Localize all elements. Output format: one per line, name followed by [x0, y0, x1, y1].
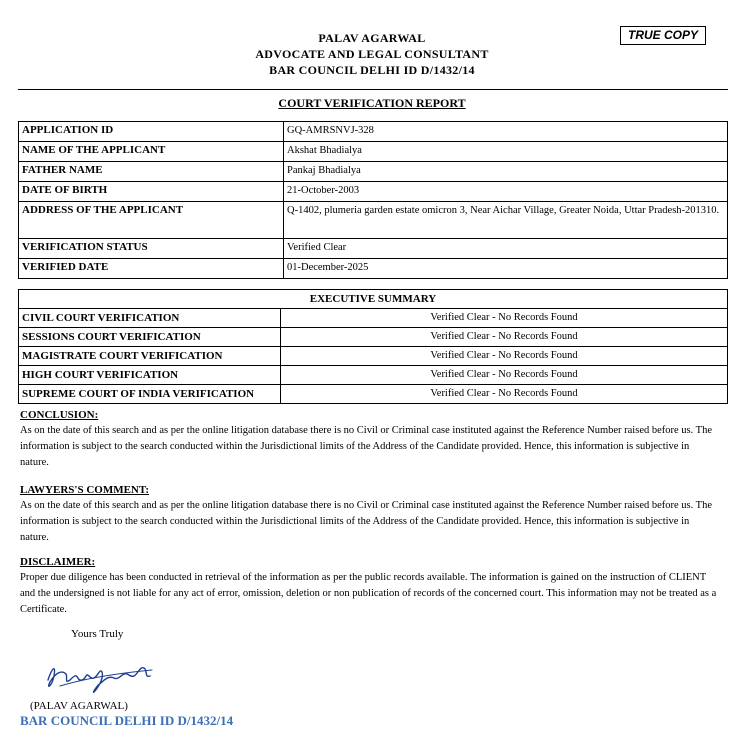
conclusion-heading: CONCLUSION: — [20, 409, 99, 421]
disclaimer-heading: DISCLAIMER: — [20, 556, 96, 568]
bar-council-id: BAR COUNCIL DELHI ID D/1432/14 — [269, 63, 475, 77]
table-row — [19, 259, 728, 279]
table-row — [19, 309, 728, 328]
row-value: Verified Clear — [284, 239, 728, 259]
court-status: Verified Clear - No Records Found — [281, 385, 728, 404]
executive-summary-table — [18, 289, 728, 404]
report-title: COURT VERIFICATION REPORT — [278, 96, 466, 110]
advocate-name: PALAV AGARWAL — [318, 31, 426, 45]
row-label: ADDRESS OF THE APPLICANT — [19, 202, 284, 239]
header-divider — [18, 89, 728, 90]
row-value: Pankaj Bhadialya — [284, 162, 728, 182]
executive-summary-title: EXECUTIVE SUMMARY — [19, 290, 728, 309]
court-label: CIVIL COURT VERIFICATION — [19, 309, 281, 328]
court-label: SUPREME COURT OF INDIA VERIFICATION — [19, 385, 281, 404]
signature-icon — [40, 650, 160, 698]
court-label: MAGISTRATE COURT VERIFICATION — [19, 347, 281, 366]
court-status: Verified Clear - No Records Found — [281, 347, 728, 366]
disclaimer-section — [20, 554, 720, 618]
table-row — [19, 162, 728, 182]
footer-bar-council-id: BAR COUNCIL DELHI ID D/1432/14 — [20, 713, 234, 728]
table-row — [19, 182, 728, 202]
disclaimer-text: Proper due diligence has been conducted in retrieval of the information as per the public records available. The information is gained on the instruction of CLIENT and the undersigned is not liable for any act of error, omission, deletion or non publication of records of the concerned court. This information may not be treated as a Certificate. — [20, 572, 717, 615]
applicant-info-table — [18, 121, 728, 279]
row-label: VERIFICATION STATUS — [19, 239, 284, 259]
table-row — [19, 142, 728, 162]
row-label: APPLICATION ID — [19, 122, 284, 142]
lawyers-comment-text: As on the date of this search and as per the online litigation database there is no Civil or Criminal case instituted against the Reference Number raised before us. The information is subject to the search conducted within the Jurisdictional limits of the Address of the Candidate provided. Hence, this information is subjective in nature. — [20, 500, 713, 543]
table-row — [19, 366, 728, 385]
lawyers-comment-heading: LAWYERS'S COMMENT: — [20, 484, 150, 496]
table-row — [19, 328, 728, 347]
row-value: GQ-AMRSNVJ-328 — [284, 122, 728, 142]
table-row — [19, 122, 728, 142]
row-label: DATE OF BIRTH — [19, 182, 284, 202]
row-value: 01-December-2025 — [284, 259, 728, 279]
court-status: Verified Clear - No Records Found — [281, 309, 728, 328]
court-status: Verified Clear - No Records Found — [281, 366, 728, 385]
row-value: Akshat Bhadialya — [284, 142, 728, 162]
table-row — [19, 385, 728, 404]
row-label: FATHER NAME — [19, 162, 284, 182]
table-row — [19, 347, 728, 366]
letterhead — [0, 30, 744, 78]
signer-name: (PALAV AGARWAL) — [30, 700, 128, 712]
true-copy-stamp: TRUE COPY — [620, 26, 706, 45]
court-label: HIGH COURT VERIFICATION — [19, 366, 281, 385]
lawyers-comment-section — [20, 482, 720, 546]
closing-salutation: Yours Truly — [71, 628, 124, 640]
conclusion-section — [20, 407, 720, 471]
advocate-designation: ADVOCATE AND LEGAL CONSULTANT — [255, 47, 489, 61]
table-row — [19, 202, 728, 239]
court-label: SESSIONS COURT VERIFICATION — [19, 328, 281, 347]
conclusion-text: As on the date of this search and as per the online litigation database there is no Civil or Criminal case instituted against the Reference Number raised before us. The information is subject to the search conducted within the Jurisdictional limits of the Address of the Candidate provided. Hence, this information is subjective in nature. — [20, 425, 713, 468]
row-value: Q-1402, plumeria garden estate omicron 3, Near Aichar Village, Greater Noida, Uttar Pradesh-201310. — [284, 202, 728, 239]
row-label: NAME OF THE APPLICANT — [19, 142, 284, 162]
table-row — [19, 239, 728, 259]
row-value: 21-October-2003 — [284, 182, 728, 202]
court-status: Verified Clear - No Records Found — [281, 328, 728, 347]
row-label: VERIFIED DATE — [19, 259, 284, 279]
